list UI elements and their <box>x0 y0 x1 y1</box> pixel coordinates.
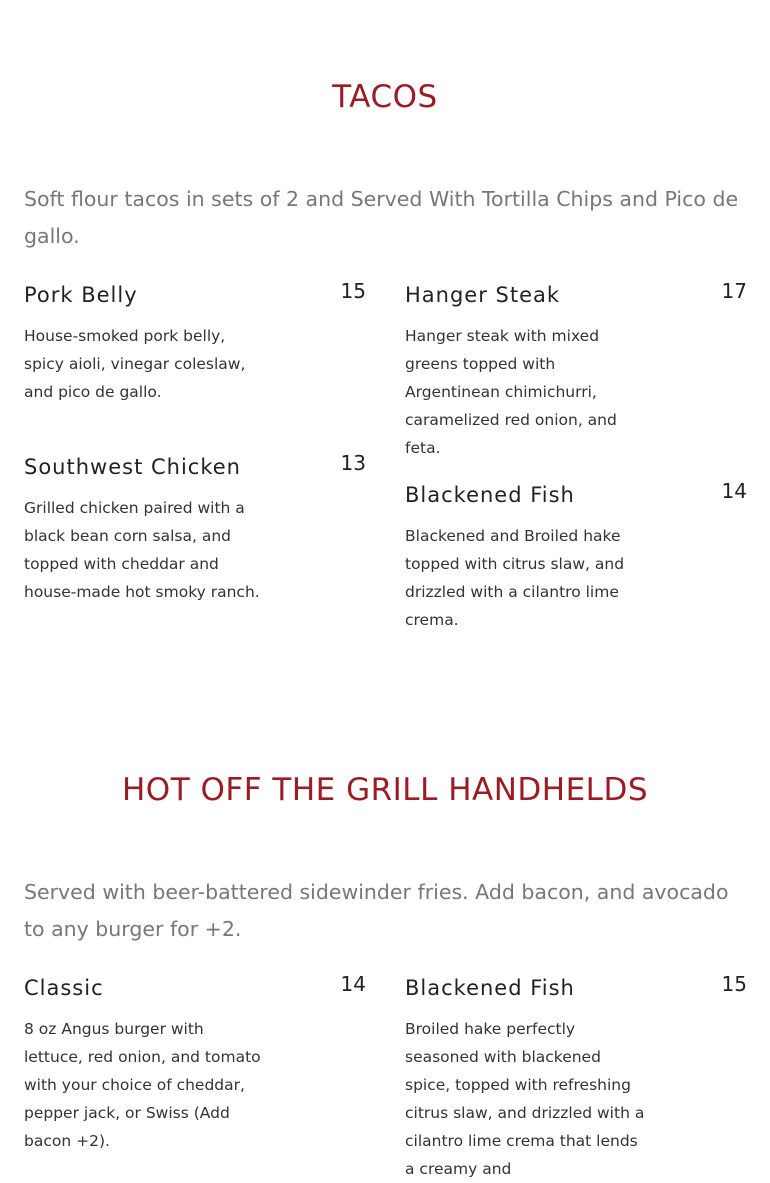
item-name: Hanger Steak <box>405 283 561 307</box>
item-description: Hanger steak with mixed greens topped with Argentinean chimichurri, caramelized red onion, and feta. <box>405 327 617 457</box>
item-description: 8 oz Angus burger with lettuce, red onion, and tomato with your choice of cheddar, pepper jack, or Swiss (Add bacon +2). <box>24 1020 261 1150</box>
item-name: Southwest Chicken <box>24 455 241 479</box>
item-description: Blackened and Broiled hake topped with citrus slaw, and drizzled with a cilantro lime crema. <box>405 527 625 629</box>
item-name: Blackened Fish <box>405 483 575 507</box>
item-name: Blackened Fish <box>405 976 575 1000</box>
item-price: 14 <box>721 479 747 503</box>
item-description: House-smoked pork belly, spicy aioli, vinegar coleslaw, and pico de gallo. <box>24 327 246 401</box>
section-description: Served with beer-battered sidewinder fries. Add bacon, and avocado to any burger for +2. <box>24 880 729 941</box>
item-price: 15 <box>340 279 366 303</box>
section-title: TACOS <box>332 79 438 115</box>
section-title: HOT OFF THE GRILL HANDHELDS <box>122 772 648 808</box>
item-name: Classic <box>24 976 104 1000</box>
item-name: Pork Belly <box>24 283 138 307</box>
item-description: Broiled hake perfectly seasoned with blackened spice, topped with refreshing citrus slaw, and drizzled with a cilantro lime crema that lends a creamy and <box>405 1020 645 1178</box>
item-price: 17 <box>721 279 747 303</box>
section-description: Soft flour tacos in sets of 2 and Served With Tortilla Chips and Pico de gallo. <box>24 187 739 248</box>
item-description: Grilled chicken paired with a black bean corn salsa, and topped with cheddar and house-made hot smoky ranch. <box>24 499 260 601</box>
item-price: 15 <box>721 972 747 996</box>
item-price: 13 <box>340 451 366 475</box>
item-price: 14 <box>340 972 366 996</box>
